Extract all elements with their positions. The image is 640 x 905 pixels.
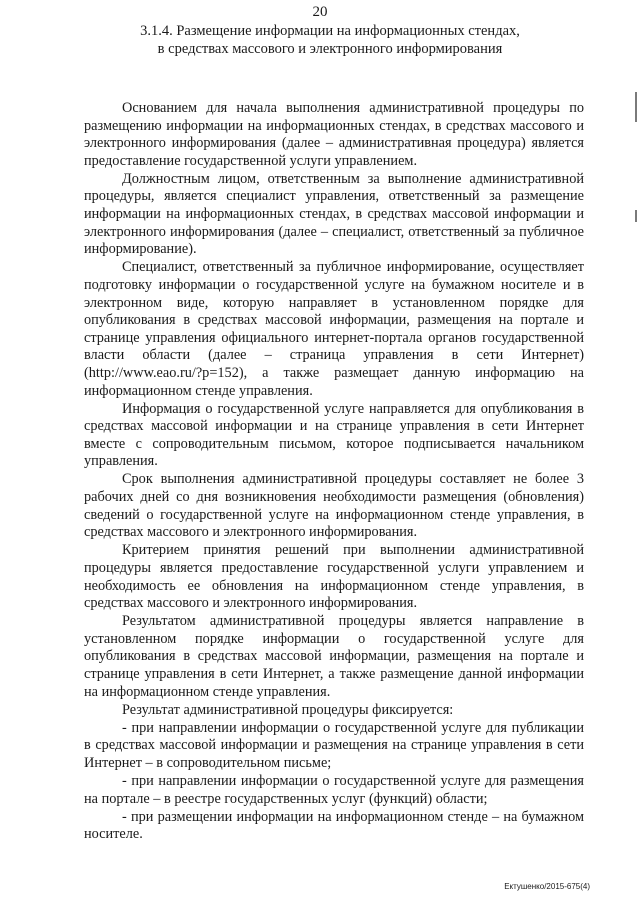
paragraph: Должностным лицом, ответственным за выполнение административной процедуры, является специалист управления, ответственный за размещение информации на информационных стендах, в средствах массовой информации и электронного информирования (далее – специалист, ответственный за публичное информирование). [84, 170, 584, 258]
footer-code: Ектушенко/2015-675(4) [504, 882, 590, 891]
scan-margin-mark [635, 92, 637, 122]
page-number: 20 [312, 4, 328, 20]
paragraph: Результат административной процедуры фиксируется: [122, 701, 454, 718]
section-heading-line-1: 3.1.4. Размещение информации на информационных стендах, [140, 23, 520, 39]
paragraph: Результатом административной процедуры является направление в установленном порядке информации о государственной услуге для опубликования в средствах массовой информации, размещения на портале и странице управления в сети Интернет, а также размещение данной информации на информационном стенде управления. [84, 613, 584, 700]
paragraph: Информация о государственной услуге направляется для опубликования в средствах массовой информации и на странице управления в сети Интернет вместе с сопроводительным письмом, которое подписывается начальником управления. [84, 400, 584, 470]
paragraph: Критерием принятия решений при выполнении административной процедуры является предоставление государственной услуги управлением и необходимость ее обновления на информационном стенде управления, в средствах массового и электронного информирования. [84, 542, 584, 612]
paragraph: Срок выполнения административной процедуры составляет не более 3 рабочих дней со дня возникновения необходимости размещения (обновления) сведений о государственной услуге на информационном стенде управления, в средствах массового и электронного информирования. [84, 471, 584, 541]
list-item: - при направлении информации о государственной услуге для размещения на портале – в реестре государственных услуг (функций) области; [84, 773, 584, 807]
paragraph: Основанием для начала выполнения административной процедуры по размещению информации на информационных стендах, в средствах массового и электронного информирования (далее – административная процедура) является предоставление государственной услуги управлением. [84, 100, 584, 169]
section-heading [120, 22, 540, 58]
list-item: - при размещении информации на информационном стенде – на бумажном носителе. [84, 808, 584, 843]
paragraph: Специалист, ответственный за публичное информирование, осуществляет подготовку информации о государственной услуге на бумажном носителе и в электронном виде, которую направляет в установленном порядке для опубликования в средствах массовой информации, размещения на портале и странице управления официального интернет-портала органов государственной власти области (далее – страница управления в сети Интернет) (http://www.eao.ru/?p=152), а также размещает данную информацию на информационном стенде управления. [84, 259, 584, 399]
body-text [84, 100, 584, 844]
list-item: - при направлении информации о государственной услуге для публикации в средствах массовой информации и размещения на странице управления в сети Интернет – в сопроводительном письме; [84, 719, 584, 771]
section-heading-line-2: в средствах массового и электронного информирования [157, 41, 503, 57]
scan-margin-mark [635, 210, 637, 222]
